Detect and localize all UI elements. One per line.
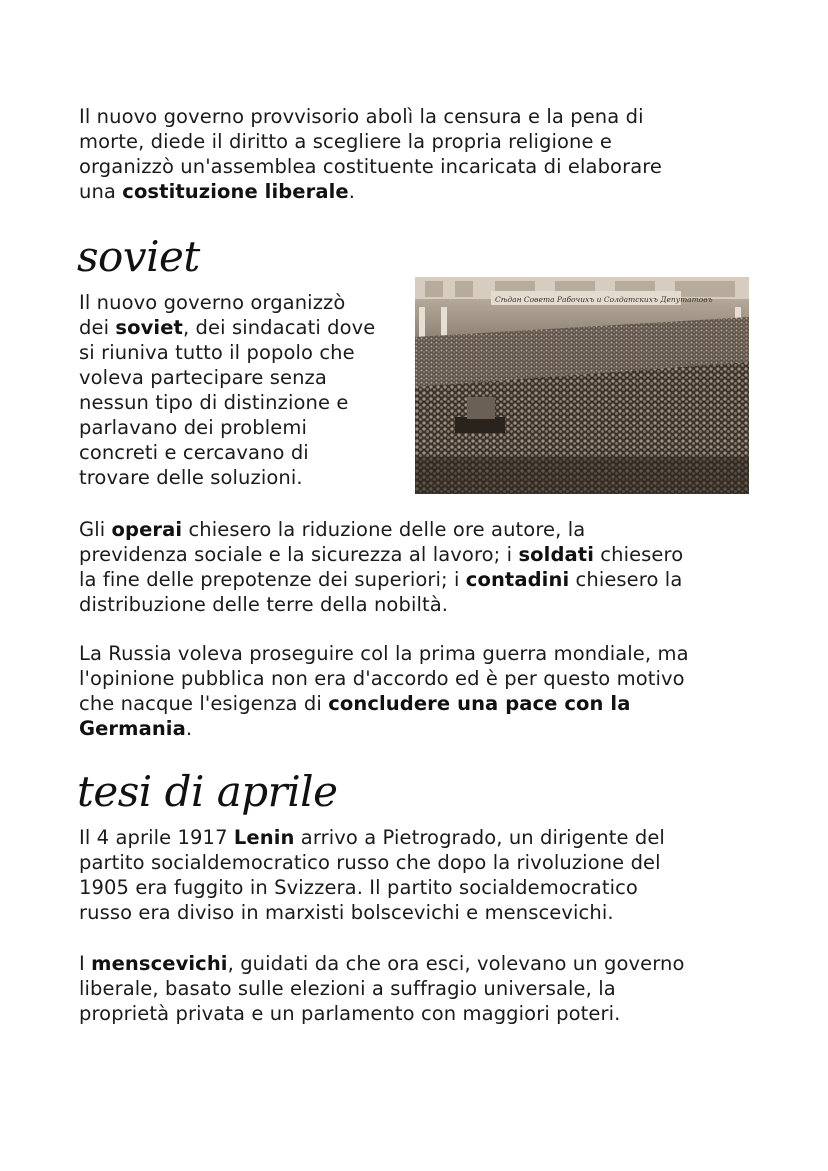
keyword-lenin: Lenin <box>233 826 295 849</box>
paragraph-lenin: Il 4 aprile 1917 Lenin arrivo a Pietrogrado, un dirigente del partito socialdemocratico russo che dopo la rivoluzione del 1905 era fuggito in Svizzera. Il partito socialdemocratico russo era diviso in marxisti bolscevichi e menscevichi. <box>79 826 665 924</box>
keyword-soviet: soviet <box>115 316 183 339</box>
paragraph-soviet: Il nuovo governo organizzò dei soviet, dei sindacati dove si riuniva tutto il popolo che voleva partecipare senza nessun tipo di distinzione e parlavano dei problemi concreti e cercavano di trovare delle soluzioni. <box>79 291 376 489</box>
soviet-assembly-photo <box>415 277 749 494</box>
paragraph-intro: Il nuovo governo provvisorio abolì la censura e la pena di morte, diede il diritto a scegliere la propria religione e organizzò un'assemblea costituente incaricata di elaborare una costituzione liberale. <box>79 105 663 203</box>
keyword-contadini: contadini <box>465 568 570 591</box>
paragraph-demands: Gli operai chiesero la riduzione delle ore autore, la previdenza sociale e la sicurezza al lavoro; i soldati chiesero la fine delle prepotenze dei superiori; i contadini chiesero la distribuzione delle terre della nobiltà. <box>79 518 684 616</box>
keyword-menscevichi: menscevichi <box>91 952 228 975</box>
paragraph-war: La Russia voleva proseguire col la prima guerra mondiale, ma l'opinione pubblica non era d'accordo ed è per questo motivo che nacque l'esigenza di concludere una pace con la Germania. <box>79 642 689 740</box>
keyword-soldati: soldati <box>518 543 594 566</box>
paragraph-menscevichi: I menscevichi, guidati da che ora esci, volevano un governo liberale, basato sulle elezioni a suffragio universale, la proprietà privata e un parlamento con maggiori poteri. <box>79 952 685 1025</box>
photo-banner-text: Сѣдан Совета Рабочихъ и Солдатскихъ Депутатовъ <box>495 295 713 304</box>
heading-soviet: soviet <box>77 232 200 281</box>
keyword-pace-germania: concludere una pace con la <box>328 692 631 715</box>
heading-tesi-di-aprile: tesi di aprile <box>77 767 338 816</box>
keyword-operai: operai <box>111 518 183 541</box>
keyword-costituzione-liberale: costituzione liberale <box>122 180 349 203</box>
